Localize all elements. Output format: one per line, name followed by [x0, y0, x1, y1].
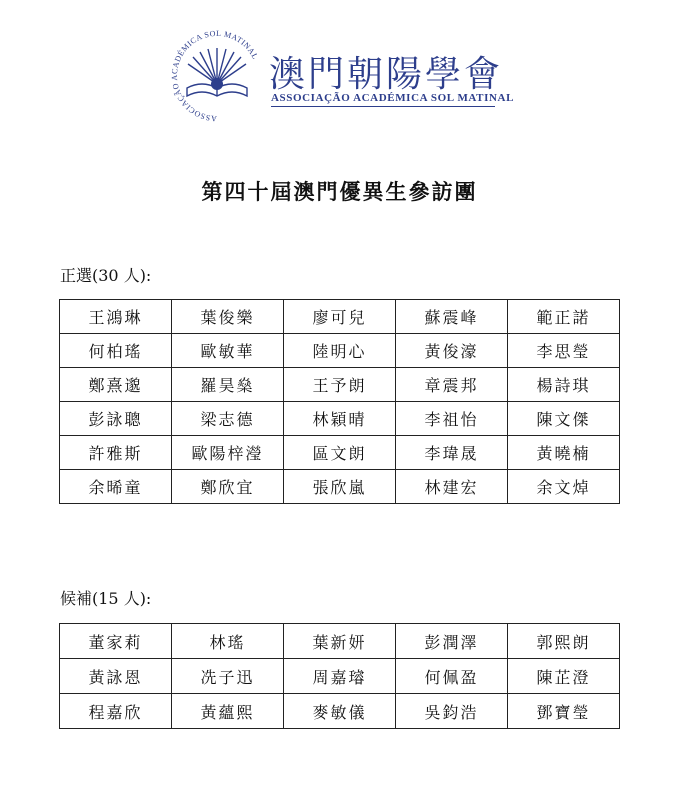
name-cell: 李祖怡	[396, 402, 508, 436]
name-cell: 陸明心	[284, 334, 396, 368]
document-title: 第四十屆澳門優異生參訪團	[201, 179, 478, 204]
name-cell: 鄭熹邈	[60, 368, 172, 402]
table-row	[60, 436, 620, 470]
table-row	[60, 659, 620, 694]
name-cell: 梁志德	[172, 402, 284, 436]
table-row	[60, 368, 620, 402]
name-cell: 黃蘊熙	[172, 694, 284, 729]
name-cell: 黃曉楠	[508, 436, 620, 470]
name-cell: 林建宏	[396, 470, 508, 504]
name-cell: 林瑤	[172, 624, 284, 659]
name-cell: 黃俊濠	[396, 334, 508, 368]
name-cell: 陳文傑	[508, 402, 620, 436]
name-cell: 余晞童	[60, 470, 172, 504]
table-row	[60, 402, 620, 436]
table-row	[60, 300, 620, 334]
name-cell: 李瑋晟	[396, 436, 508, 470]
name-cell: 何佩盈	[396, 659, 508, 694]
table-row	[60, 694, 620, 729]
sun-book-emblem	[165, 26, 269, 126]
name-cell: 區文朗	[284, 436, 396, 470]
name-cell: 鄧寶瑩	[508, 694, 620, 729]
name-cell: 葉俊樂	[172, 300, 284, 334]
main-list-table	[59, 299, 620, 504]
name-cell: 余文焯	[508, 470, 620, 504]
name-cell: 王予朗	[284, 368, 396, 402]
name-cell: 鄭欣宜	[172, 470, 284, 504]
table-row	[60, 334, 620, 368]
name-cell: 歐敏華	[172, 334, 284, 368]
name-cell: 章震邦	[396, 368, 508, 402]
name-cell: 何柏瑤	[60, 334, 172, 368]
name-cell: 羅昊燊	[172, 368, 284, 402]
name-cell: 廖可兒	[284, 300, 396, 334]
logo-portuguese-name: ASSOCIAÇÃO ACADÉMICA SOL MATINAL	[271, 92, 515, 104]
name-cell: 彭潤澤	[396, 624, 508, 659]
name-cell: 林穎晴	[284, 402, 396, 436]
name-cell: 陳芷澄	[508, 659, 620, 694]
name-cell: 冼子迅	[172, 659, 284, 694]
table-row	[60, 624, 620, 659]
name-cell: 麥敏儀	[284, 694, 396, 729]
logo-chinese-name: 澳門朝陽學會	[269, 54, 504, 95]
name-cell: 許雅斯	[60, 436, 172, 470]
association-logo	[165, 26, 515, 126]
name-cell: 歐陽梓瀅	[172, 436, 284, 470]
name-cell: 王鴻琳	[60, 300, 172, 334]
name-cell: 程嘉欣	[60, 694, 172, 729]
name-cell: 葉新妍	[284, 624, 396, 659]
logo-ring-text: ASSOCIAÇÃO ACADÉMICA SOL MATINAL	[169, 28, 260, 124]
name-cell: 張欣嵐	[284, 470, 396, 504]
name-cell: 周嘉璿	[284, 659, 396, 694]
name-cell: 蘇震峰	[396, 300, 508, 334]
name-cell: 楊詩琪	[508, 368, 620, 402]
alt-list-label: 候補(15 人):	[60, 589, 152, 608]
name-cell: 李思瑩	[508, 334, 620, 368]
alt-list-table	[59, 623, 620, 729]
name-cell: 範正諾	[508, 300, 620, 334]
name-cell: 郭熙朗	[508, 624, 620, 659]
name-cell: 黃詠恩	[60, 659, 172, 694]
main-list-label: 正選(30 人):	[60, 266, 152, 285]
name-cell: 吳鈞浩	[396, 694, 508, 729]
name-cell: 董家莉	[60, 624, 172, 659]
logo-underline	[271, 106, 495, 107]
name-cell: 彭詠聰	[60, 402, 172, 436]
table-row	[60, 470, 620, 504]
